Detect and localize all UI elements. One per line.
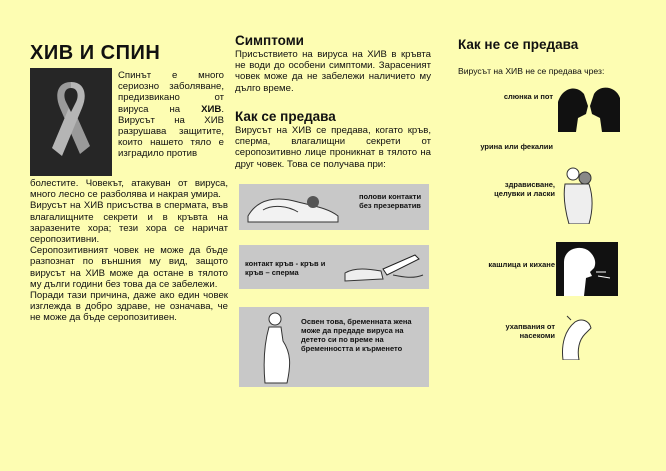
page-title: ХИВ И СПИН — [30, 42, 161, 64]
paragraph: Вирусът на ХИВ присъства в спермата, във влагалищните секрети и в кръвта на заразените хора; тези хора се наричат серопозитивни. — [30, 200, 228, 246]
coughing-silhouette-image — [556, 242, 618, 296]
column-symptoms-transmission — [232, 0, 431, 471]
hiv-bold: ХИВ — [201, 103, 222, 115]
paragraph: болестите. Човекът, атакуван от вируса, много лесно се разболява и накрая умира. — [30, 178, 228, 201]
symptoms-heading: Симптоми — [235, 33, 304, 48]
paragraph: Серопозитивният човек не може да бъде разпознат по външния му вид, защото вирусът на ХИВ може да остане в тялото му дълги години без това да се забележи. — [30, 245, 228, 290]
intro-paragraph: Спинът е много сериозно заболяване, предизвикано от вируса на ХИВ. Вирусът на ХИВ разрушава защитите, които нашето тяло е изградило против — [118, 70, 224, 160]
transmission-text: Вирусът на ХИВ се предава, когато кръв, сперма, влагалищни секрети от серопозитивно лице проникнат в тялото на друг човек. Това се получава при: — [235, 125, 431, 170]
box1-caption: полови контакти без презерватив — [358, 192, 422, 210]
symptoms-text: Присъствието на вируса на ХИВ в кръвта не води до особени симптоми. Зарасеният човек може да не забележи наличието му дълго време. — [235, 49, 431, 94]
body-paragraphs — [30, 178, 228, 324]
item-cough-sneeze: кашлица и кихане — [488, 260, 555, 269]
blood-contact-box — [239, 245, 429, 289]
item-urine-feces: урина или фекалии — [480, 142, 553, 151]
not-transmitted-subtitle: Вирусът на ХИВ не се предава чрез: — [458, 66, 605, 76]
insect-bite-illustration — [559, 310, 595, 360]
column-hiv-aids — [20, 0, 228, 471]
pregnant-woman-illustration — [257, 311, 297, 385]
transmission-heading: Как се предава — [235, 109, 336, 124]
mother-child-box — [239, 307, 429, 387]
sexual-contact-box — [239, 184, 429, 230]
intro-text: Спинът е много сериозно заболяване, предизвикано от вируса на — [118, 70, 224, 115]
not-transmitted-heading: Как не се предава — [458, 37, 579, 52]
item-insect-bites: ухапвания от насекоми — [505, 322, 555, 340]
red-ribbon-image — [30, 68, 112, 176]
couple-illustration — [243, 188, 343, 226]
item-saliva-sweat: слюнка и пот — [503, 92, 553, 101]
column-not-transmitted — [455, 0, 645, 471]
box3-caption: Освен това, бременната жена може да предаде вируса на детето си по време на бременността и кърменето — [301, 317, 412, 353]
intro-text-2: Вирусът на ХИВ разрушава защитите, които нашето тяло е изградило против — [118, 114, 224, 160]
paragraph: Поради тази причина, даже ако един човек изглежда в добро здраве, не означава, че не може да бъде серопозитивен. — [30, 290, 228, 324]
syringe-illustration — [343, 249, 425, 285]
kissing-silhouette-image — [558, 84, 620, 132]
hug-illustration — [559, 166, 597, 224]
item-handshake-kisses: здрависване, целувки и ласки — [494, 180, 555, 198]
box2-caption: контакт кръв - кръв и кръв – сперма — [245, 259, 326, 277]
